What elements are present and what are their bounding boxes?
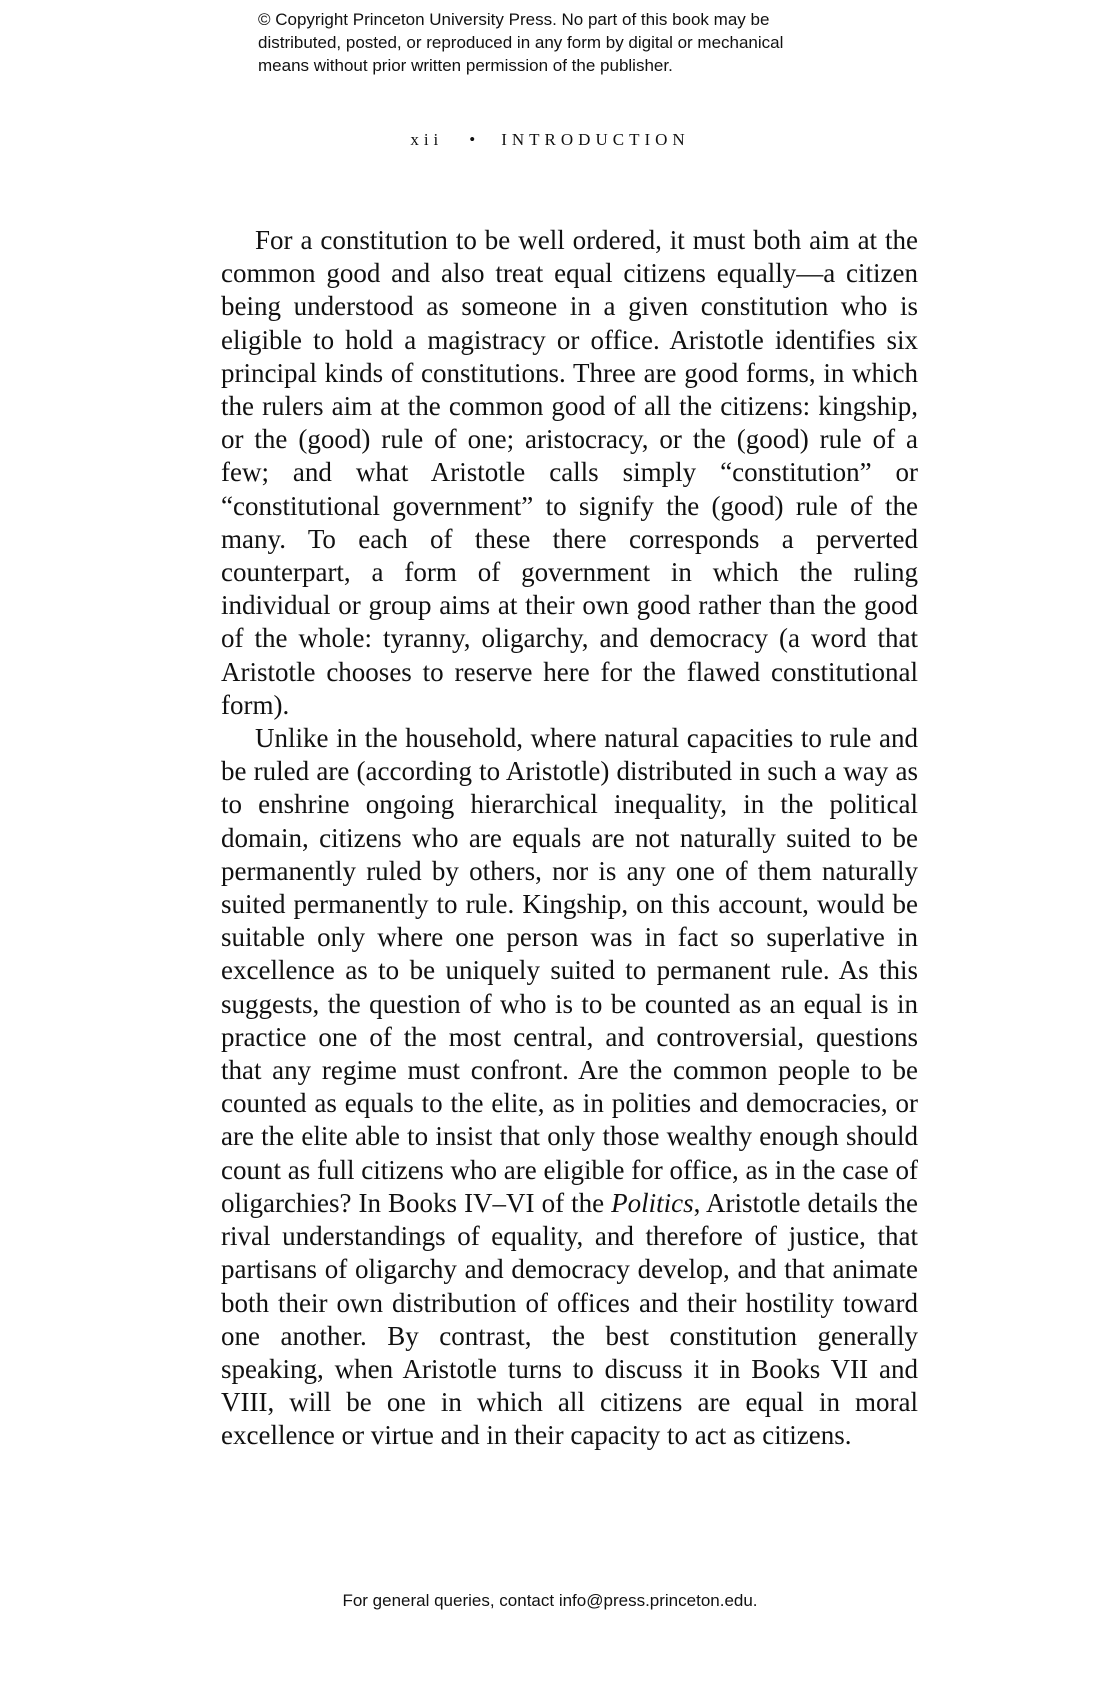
paragraph-2-part-1: Unlike in the household, where natural capacities to rule and be ruled are (according to Aristotle) distributed in such a way as to enshrine ongoing hierarchical inequality, in the political domain, citizens who are equals are not naturally suited to be permanently ruled by others, nor is any one of them naturally suited permanently to rule. Kingship, on this account, would be suitable only where one person was in fact so superlative in excellence as to be uniquely suited to permanent rule. As this suggests, the question of who is to be counted as an equal is in practice one of the most central, and controversial, questions that any regime must confront. Are the common people to be counted as equals to the elite, as in polities and democracies, or are the elite able to insist that only those wealthy enough should count as full citizens who are eligible for office, as in the case of oligarchies? In Books IV–VI of the (221, 723, 918, 1218)
running-head (0, 130, 1100, 150)
copyright-line-2: distributed, posted, or reproduced in any form by digital or mechanical (258, 33, 784, 52)
section-title: INTRODUCTION (501, 130, 690, 149)
paragraph-1: For a constitution to be well ordered, it must both aim at the common good and also treat equal citizens equally—a citizen being understood as someone in a given constitution who is eligible to hold a magistracy or office. Aristotle identifies six principal kinds of constitutions. Three are good forms, in which the rulers aim at the common good of all the citizens: kingship, or the (good) rule of one; aristocracy, or the (good) rule of a few; and what Aristotle calls simply “constitution” or “constitutional government” to signify the (good) rule of the many. To each of these there corresponds a perverted counterpart, a form of government in which the ruling individual or group aims at their own good rather than the good of the whole: tyranny, oligarchy, and democracy (a word that Aristotle chooses to reserve here for the flawed constitutional form). (221, 225, 918, 720)
book-title-italic: Politics (611, 1187, 694, 1218)
copyright-notice (258, 8, 898, 77)
page-number: xii (410, 130, 444, 149)
copyright-line-3: means without prior written permission of the publisher. (258, 56, 673, 75)
body-text (221, 224, 918, 1453)
separator-bullet: • (469, 130, 476, 149)
paragraph-2 (221, 722, 918, 1452)
footer-contact: For general queries, contact info@press.princeton.edu. (342, 1591, 758, 1610)
paragraph-2-part-2: , Aristotle details the rival understandings of equality, and therefore of justice, that partisans of oligarchy and democracy develop, and that animate both their own distribution of offices and their hostility toward one another. By contrast, the best constitution generally speaking, when Aristotle turns to discuss it in Books VII and VIII, will be one in which all citizens are equal in moral excellence or virtue and in their capacity to act as citizens. (221, 1187, 918, 1451)
copyright-line-1: © Copyright Princeton University Press. No part of this book may be (258, 10, 770, 29)
